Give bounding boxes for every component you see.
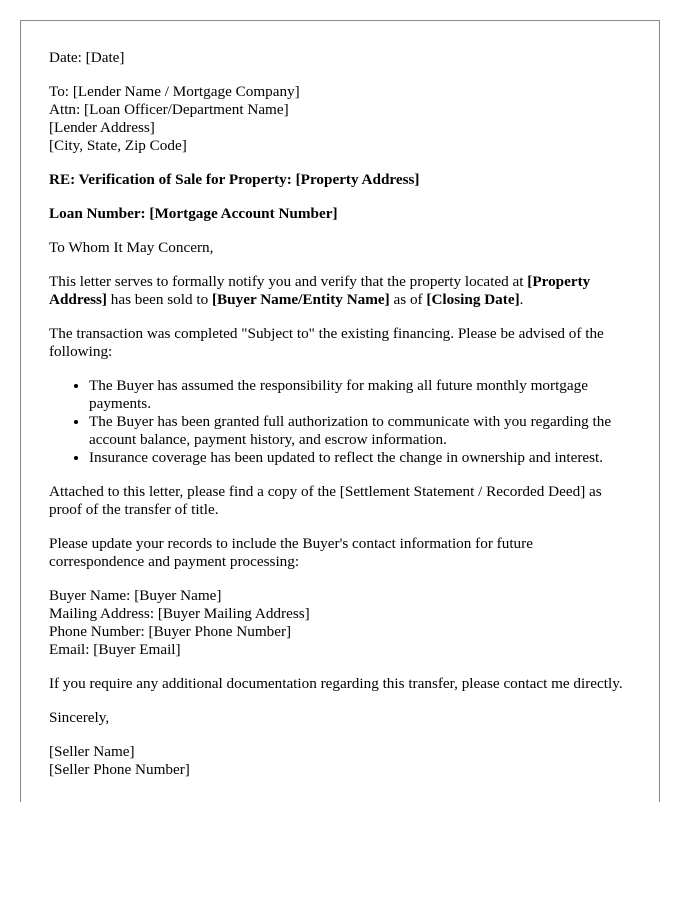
recipient-attn: Attn: [Loan Officer/Department Name] [49, 101, 289, 118]
recipient-city: [City, State, Zip Code] [49, 137, 187, 154]
letter-page [20, 20, 660, 802]
loan-number-text: Loan Number: [Mortgage Account Number] [49, 205, 338, 222]
intro-paragraph [49, 273, 631, 309]
intro-text-3: as of [389, 291, 427, 308]
list-item: • The Buyer has assumed the responsibility for making all future monthly mortgage payments. [89, 377, 631, 413]
conditions-list [49, 377, 631, 467]
re-line-text: RE: Verification of Sale for Property: [Property Address] [49, 171, 420, 188]
signoff: Sincerely, [49, 709, 110, 726]
list-item: • The Buyer has been granted full authorization to communicate with you regarding the account balance, payment history, and escrow information. [89, 413, 631, 449]
intro-buyer: [Buyer Name/Entity Name] [211, 291, 390, 308]
list-item: • Insurance coverage has been updated to reflect the change in ownership and interest. [89, 449, 631, 467]
date-line: Date: [Date] [49, 49, 125, 66]
intro-property-address: [Property Address] [49, 273, 591, 308]
buyer-email-line: Email: [Buyer Email] [49, 641, 181, 658]
intro-text-4: . [519, 291, 524, 308]
seller-phone: [Seller Phone Number] [49, 761, 190, 778]
buyer-name-line: Buyer Name: [Buyer Name] [49, 587, 222, 604]
buyer-info-block [49, 587, 631, 659]
attached-paragraph: Attached to this letter, please find a copy of the [Settlement Statement / Recorded Deed] as proof of the transfer of title. [49, 483, 602, 518]
closing-paragraph: If you require any additional documentation regarding this transfer, please contact me directly. [49, 675, 623, 692]
recipient-to: To: [Lender Name / Mortgage Company] [49, 83, 300, 100]
buyer-mailing-line: Mailing Address: [Buyer Mailing Address] [49, 605, 310, 622]
recipient-block [49, 83, 631, 155]
salutation: To Whom It May Concern, [49, 239, 214, 256]
recipient-address: [Lender Address] [49, 119, 155, 136]
transaction-paragraph: The transaction was completed "Subject to" the existing financing. Please be advised of the following: [49, 325, 604, 360]
intro-text-2: has been sold to [106, 291, 212, 308]
update-paragraph: Please update your records to include the Buyer's contact information for future correspondence and payment processing: [49, 535, 533, 570]
buyer-phone-line: Phone Number: [Buyer Phone Number] [49, 623, 292, 640]
loan-number-line [49, 205, 631, 223]
re-line [49, 171, 631, 189]
signature-block [49, 743, 631, 779]
intro-text-1: This letter serves to formally notify you and verify that the property located at [49, 273, 528, 290]
seller-name: [Seller Name] [49, 743, 135, 760]
intro-closing-date: [Closing Date] [426, 291, 520, 308]
